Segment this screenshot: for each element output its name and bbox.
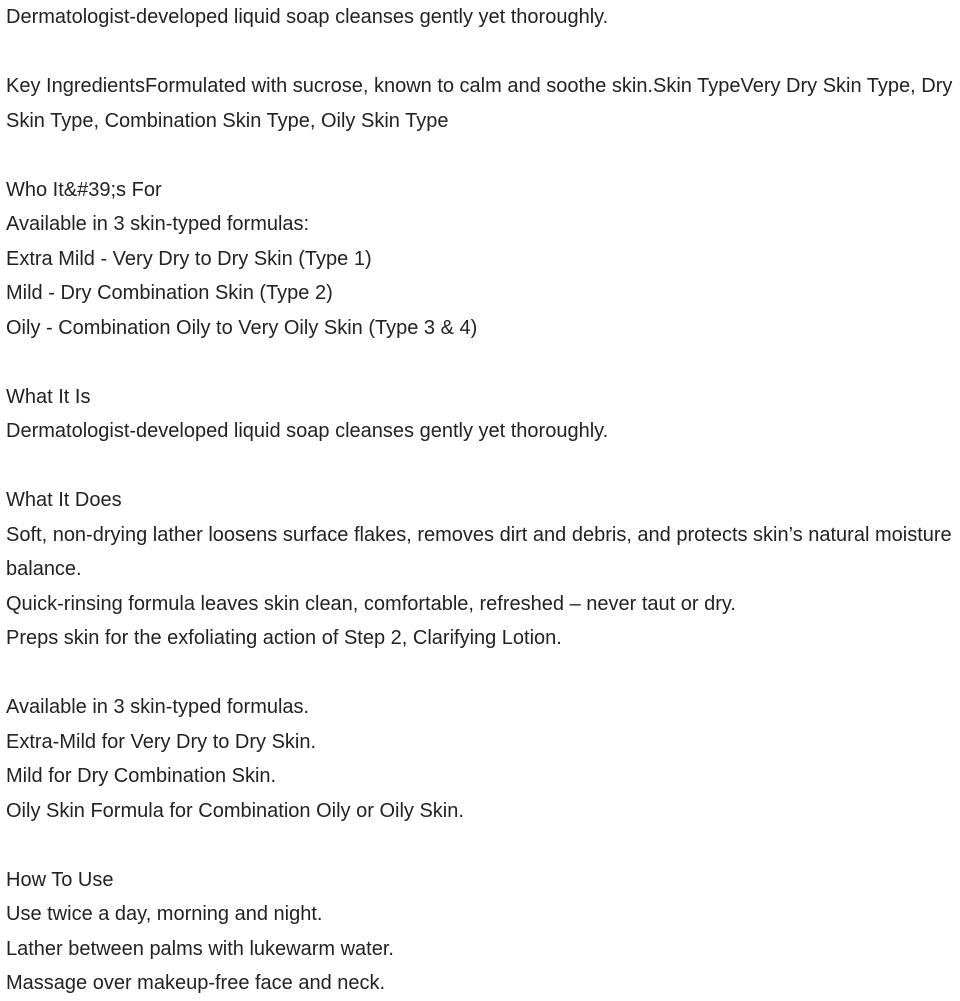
what-it-does-line: Preps skin for the exfoliating action of Step 2, Clarifying Lotion. [6, 627, 562, 649]
key-ingredients-text: Key IngredientsFormulated with sucrose, known to calm and soothe skin.Skin TypeVery Dry Skin Type, Dry Skin Type, Combination Skin Type, Oily Skin Type [6, 75, 953, 132]
spacer [6, 138, 956, 173]
spacer [6, 449, 956, 484]
what-it-does-line: Soft, non-drying lather loosens surface flakes, removes dirt and debris, and protects skin’s natural moisture balance. [6, 523, 952, 580]
formulas-line: Available in 3 skin-typed formulas. [6, 696, 310, 718]
who-its-for-heading: Who It&#39;s For [6, 178, 162, 201]
how-to-use-line: Use twice a day, morning and night. [6, 903, 323, 925]
who-its-for-section [6, 173, 956, 346]
what-it-is-text: Dermatologist-developed liquid soap cleanses gently yet thoroughly. [6, 420, 609, 442]
spacer [6, 35, 956, 70]
spacer [6, 656, 956, 691]
spacer [6, 345, 956, 380]
who-its-for-line: Available in 3 skin-typed formulas: [6, 213, 310, 235]
formulas-line: Extra-Mild for Very Dry to Dry Skin. [6, 730, 317, 753]
intro-line: Dermatologist-developed liquid soap cleanses gently yet thoroughly. [6, 6, 609, 28]
how-to-use-line: Massage over makeup-free face and neck. [6, 972, 386, 994]
what-it-is-section [6, 380, 956, 449]
how-to-use-line: Lather between palms with lukewarm water. [6, 937, 394, 960]
what-it-does-section [6, 483, 956, 656]
product-description [6, 0, 956, 1001]
spacer [6, 828, 956, 863]
intro-text [6, 0, 956, 35]
formulas-line: Mild for Dry Combination Skin. [6, 765, 277, 787]
how-to-use-heading: How To Use [6, 868, 114, 891]
formulas-section [6, 690, 956, 828]
key-ingredients-section [6, 69, 956, 138]
how-to-use-section [6, 863, 956, 1001]
who-its-for-line: Mild - Dry Combination Skin (Type 2) [6, 282, 333, 304]
who-its-for-line: Oily - Combination Oily to Very Oily Skin (Type 3 & 4) [6, 316, 478, 339]
what-it-does-line: Quick-rinsing formula leaves skin clean, comfortable, refreshed – never taut or dry. [6, 592, 736, 615]
who-its-for-line: Extra Mild - Very Dry to Dry Skin (Type 1) [6, 247, 372, 270]
formulas-line: Oily Skin Formula for Combination Oily or Oily Skin. [6, 799, 464, 822]
what-it-does-heading: What It Does [6, 489, 122, 511]
what-it-is-heading: What It Is [6, 385, 91, 408]
